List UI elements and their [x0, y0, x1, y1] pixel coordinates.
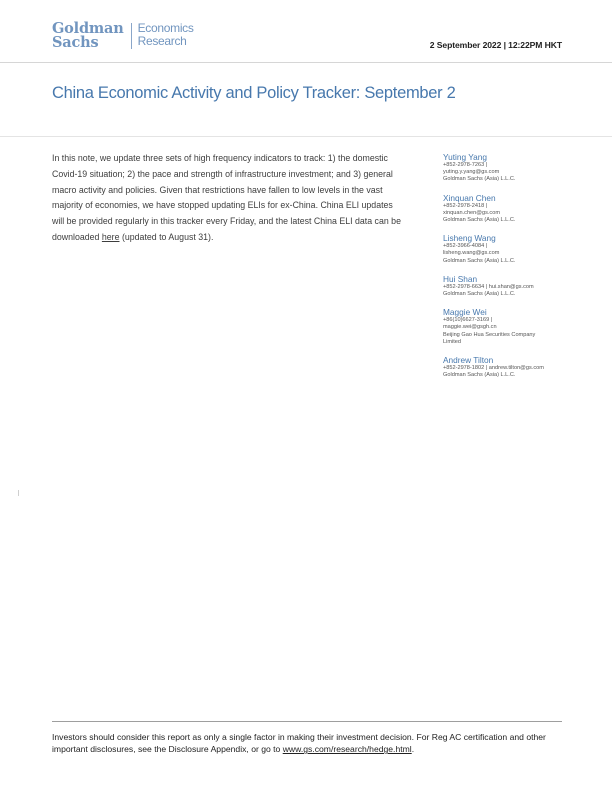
- author-card: [443, 274, 573, 298]
- author-entity: Goldman Sachs (Asia) L.L.C.: [443, 217, 516, 224]
- author-email[interactable]: xinquan.chen@gs.com: [443, 209, 500, 216]
- author-entity: Goldman Sachs (Asia) L.L.C.: [443, 291, 516, 298]
- division-line-2: Research: [137, 34, 187, 48]
- author-card: [443, 152, 573, 184]
- title-divider: [0, 136, 612, 137]
- author-card: [443, 233, 573, 265]
- summary-text-end: (updated to August 31).: [119, 231, 214, 242]
- logo-wordmark: [52, 22, 124, 49]
- author-email[interactable]: yuting.y.yang@gs.com: [443, 169, 500, 176]
- logo: [52, 22, 194, 49]
- logo-line-1: Goldman: [52, 20, 124, 37]
- author-card: [443, 307, 573, 346]
- author-contact[interactable]: +852-2978-6634 | hui.shan@gs.com: [443, 283, 534, 290]
- author-entity: Goldman Sachs (Asia) L.L.C.: [443, 372, 516, 379]
- summary-text: In this note, we update three sets of high frequency indicators to track: 1) the domestic Covid-19 situation; 2) the pace and strength of infrastructure investment; and 3) general macro activity and policies. Given that restrictions have fallen to low levels in the vast majority of economies, we have stopped updating ELIs for ex-China. China ELI updates will be provided regularly in this tracker every Friday, and the latest China ELI data can be downloaded: [52, 153, 401, 242]
- disclosure-text: Investors should consider this report as only a single factor in making their investment decision. For Reg AC certification and other important disclosures, see the Disclosure Appendix, or go to: [52, 732, 546, 755]
- eli-data-link[interactable]: here: [101, 231, 120, 242]
- author-entity: Beijing Gao Hua Securities Company: [443, 331, 536, 338]
- author-entity-cont: Limited: [443, 338, 462, 345]
- author-card: [443, 355, 573, 379]
- header-divider: [0, 62, 612, 63]
- author-name[interactable]: Andrew Tilton: [443, 355, 494, 366]
- author-phone: +852-2978-7263 |: [443, 162, 488, 168]
- margin-mark: [18, 490, 19, 496]
- author-list: [443, 152, 573, 388]
- summary-paragraph: [52, 151, 404, 246]
- author-email[interactable]: lisheng.wang@gs.com: [443, 250, 500, 257]
- author-name[interactable]: Hui Shan: [443, 273, 478, 284]
- publication-date: 2 September 2022 | 12:22PM HKT: [429, 40, 562, 50]
- division-line-1: Economics: [137, 21, 194, 35]
- disclosure-suffix: .: [411, 744, 415, 755]
- author-name[interactable]: Maggie Wei: [443, 307, 487, 318]
- logo-line-2: Sachs: [52, 33, 99, 51]
- author-entity: Goldman Sachs (Asia) L.L.C.: [443, 176, 516, 183]
- author-contact[interactable]: +852-2978-1802 | andrew.tilton@gs.com: [443, 365, 544, 372]
- logo-separator: [131, 23, 132, 49]
- author-phone: +852-2978-2418 |: [443, 202, 488, 209]
- author-name[interactable]: Yuting Yang: [443, 152, 487, 162]
- author-email[interactable]: maggie.wei@gsgh.cn: [443, 324, 497, 331]
- division-name: [138, 22, 194, 49]
- author-name[interactable]: Lisheng Wang: [443, 233, 496, 244]
- disclosure-link[interactable]: www.gs.com/research/hedge.html: [282, 744, 412, 755]
- author-name[interactable]: Xinquan Chen: [443, 192, 496, 203]
- disclosure-footer: [52, 731, 552, 755]
- author-phone: +86(10)6627-3169 |: [443, 317, 493, 324]
- author-phone: +852-3966-4084 |: [443, 243, 488, 250]
- report-title: China Economic Activity and Policy Tracker: September 2: [52, 84, 456, 102]
- author-entity: Goldman Sachs (Asia) L.L.C.: [443, 257, 516, 264]
- footer-divider: [52, 721, 562, 722]
- author-card: [443, 193, 573, 225]
